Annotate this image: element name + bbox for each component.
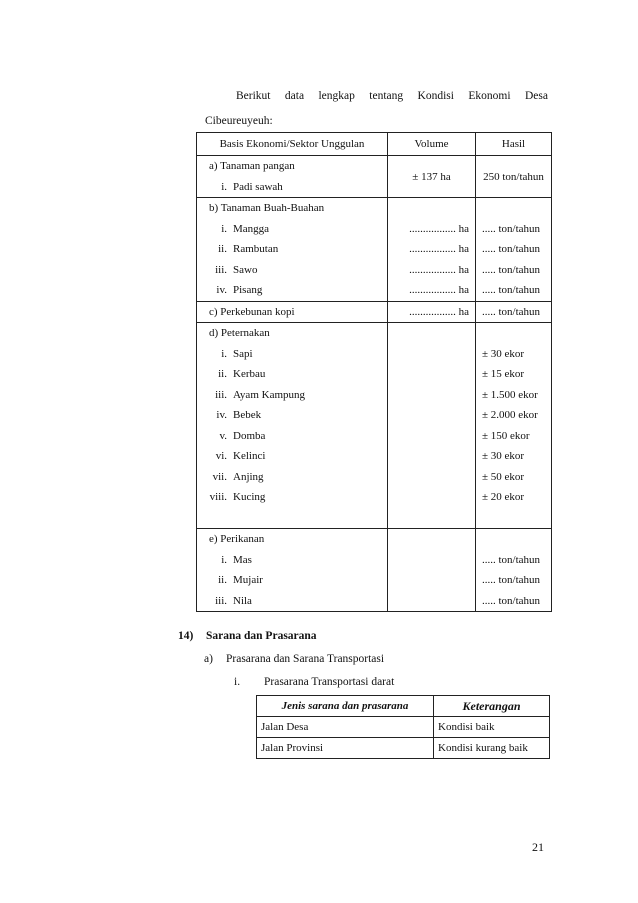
hasil-value: ..... ton/tahun — [482, 284, 541, 296]
cell-basis — [197, 529, 388, 612]
item-name: Rambutan — [233, 243, 279, 255]
item-num: i. — [221, 180, 227, 193]
intro-word: data — [284, 90, 305, 102]
cell-jenis: Jalan Desa — [257, 717, 434, 738]
table-row-buah — [197, 198, 552, 302]
subsection-label: a) — [204, 653, 213, 665]
table-header-row — [197, 133, 552, 156]
item-num: iii. — [215, 388, 227, 401]
intro-line-1 — [236, 90, 548, 102]
section-14-heading — [178, 630, 317, 642]
header-volume: Volume — [388, 133, 476, 156]
cell-hasil — [476, 323, 552, 529]
item-name: Mangga — [233, 222, 270, 235]
section-label: c) Perkebunan kopi — [209, 305, 295, 318]
volume-value: ................. ha — [409, 263, 469, 276]
cell-volume — [388, 301, 476, 323]
item-num: vi. — [215, 450, 227, 462]
cell-jenis: Jalan Provinsi — [257, 738, 434, 759]
item-num: i. — [221, 553, 227, 566]
cell-hasil — [476, 301, 552, 323]
list-item — [197, 280, 387, 301]
list-item — [197, 467, 387, 488]
item-num: vii. — [212, 470, 227, 483]
item-name: Kelinci — [233, 450, 266, 462]
item-name: Anjing — [233, 470, 264, 483]
section-number: 14) — [178, 630, 194, 642]
hasil-value: ..... ton/tahun — [482, 574, 541, 586]
cell-keterangan: Kondisi kurang baik — [434, 738, 550, 759]
item-name: Kerbau — [233, 368, 266, 380]
item-name: Sawo — [233, 263, 258, 276]
table-row-peternakan — [197, 323, 552, 529]
list-item — [197, 385, 387, 406]
item-name: Domba — [233, 429, 266, 442]
list-item — [197, 219, 387, 240]
list-item — [197, 570, 387, 591]
subsection-text: Prasarana Transportasi darat — [264, 676, 395, 688]
cell-hasil: 250 ton/tahun — [476, 156, 552, 198]
item-num: v. — [219, 429, 227, 442]
cell-basis — [197, 323, 388, 529]
intro-word: Berikut — [236, 90, 271, 102]
cell-volume — [388, 529, 476, 612]
subsection-label: i. — [234, 676, 241, 688]
economy-table — [196, 132, 552, 612]
item-name: Mas — [233, 553, 252, 566]
hasil-value: ..... ton/tahun — [482, 553, 541, 566]
item-num: ii. — [218, 574, 227, 586]
item-name: Ayam Kampung — [233, 388, 306, 401]
item-name: Nila — [233, 594, 252, 607]
page-number: 21 — [532, 840, 544, 854]
intro-line-2: Cibeureuyeuh: — [205, 115, 273, 127]
table-row-tanaman-pangan — [197, 156, 552, 198]
list-item — [197, 426, 387, 447]
item-name: Padi sawah — [233, 180, 283, 193]
cell-basis — [197, 156, 388, 198]
list-item — [197, 550, 387, 571]
cell-keterangan: Kondisi baik — [434, 717, 550, 738]
volume-value: ................. ha — [409, 284, 469, 296]
list-item — [197, 364, 387, 385]
list-item — [197, 405, 387, 426]
item-num: i. — [221, 347, 227, 360]
intro-word: lengkap — [318, 90, 355, 102]
item-num: iv. — [216, 409, 227, 421]
list-item — [197, 446, 387, 467]
table-row — [257, 717, 550, 738]
list-item — [197, 591, 387, 612]
cell-hasil — [476, 529, 552, 612]
subsection-i — [234, 676, 394, 688]
list-item — [197, 344, 387, 365]
item-num: iii. — [215, 594, 227, 607]
header-jenis: Jenis sarana dan prasarana — [257, 696, 434, 717]
hasil-value: ..... ton/tahun — [482, 243, 541, 255]
list-item — [197, 239, 387, 260]
section-label: e) Perikanan — [209, 533, 265, 545]
cell-basis — [197, 198, 388, 302]
hasil-value: ..... ton/tahun — [482, 222, 541, 235]
table-header-row — [257, 696, 550, 717]
header-keterangan: Keterangan — [434, 696, 550, 717]
intro-word: tentang — [369, 90, 404, 102]
hasil-value: ± 30 ekor — [482, 450, 525, 462]
list-item — [197, 487, 387, 508]
hasil-value: ± 2.000 ekor — [482, 409, 538, 421]
section-title: Sarana dan Prasarana — [206, 630, 317, 642]
cell-basis — [197, 301, 388, 323]
volume-value: ................. ha — [409, 243, 469, 255]
subsection-a — [204, 653, 384, 665]
section-label: b) Tanaman Buah-Buahan — [209, 202, 325, 214]
subsection-text: Prasarana dan Sarana Transportasi — [226, 653, 385, 665]
section-label: d) Peternakan — [209, 327, 270, 339]
item-num: ii. — [218, 243, 227, 255]
cell-volume — [388, 323, 476, 529]
section-label: a) Tanaman pangan — [209, 160, 295, 172]
list-item — [197, 260, 387, 281]
hasil-value: ± 30 ekor — [482, 347, 525, 360]
table-row-perikanan — [197, 529, 552, 612]
header-hasil: Hasil — [476, 133, 552, 156]
cell-volume — [388, 198, 476, 302]
item-name: Sapi — [233, 347, 253, 360]
item-name: Mujair — [233, 574, 263, 586]
volume-value: ................. ha — [409, 305, 469, 318]
cell-hasil — [476, 198, 552, 302]
item-num: ii. — [218, 368, 227, 380]
table-row-kopi — [197, 301, 552, 323]
hasil-value: ± 150 ekor — [482, 429, 530, 442]
hasil-value: ± 1.500 ekor — [482, 388, 538, 401]
hasil-value: ± 15 ekor — [482, 368, 525, 380]
volume-value: ................. ha — [409, 222, 469, 235]
item-name: Kucing — [233, 491, 266, 503]
intro-word: Ekonomi — [468, 90, 511, 102]
item-num: iv. — [216, 284, 227, 296]
hasil-value: ..... ton/tahun — [482, 305, 541, 318]
item-name: Bebek — [233, 409, 262, 421]
table-row — [257, 738, 550, 759]
transport-table — [256, 695, 550, 759]
intro-word: Desa — [524, 90, 548, 102]
item-num: i. — [221, 222, 227, 235]
header-basis: Basis Ekonomi/Sektor Unggulan — [197, 133, 388, 156]
item-num: iii. — [215, 263, 227, 276]
hasil-value: ± 50 ekor — [482, 470, 525, 483]
item-num: viii. — [209, 491, 227, 503]
intro-word: Kondisi — [417, 90, 454, 102]
item-name: Pisang — [233, 284, 263, 296]
hasil-value: ± 20 ekor — [482, 491, 525, 503]
hasil-value: ..... ton/tahun — [482, 594, 541, 607]
list-item — [197, 177, 387, 198]
hasil-value: ..... ton/tahun — [482, 263, 541, 276]
cell-volume: ± 137 ha — [388, 156, 476, 198]
